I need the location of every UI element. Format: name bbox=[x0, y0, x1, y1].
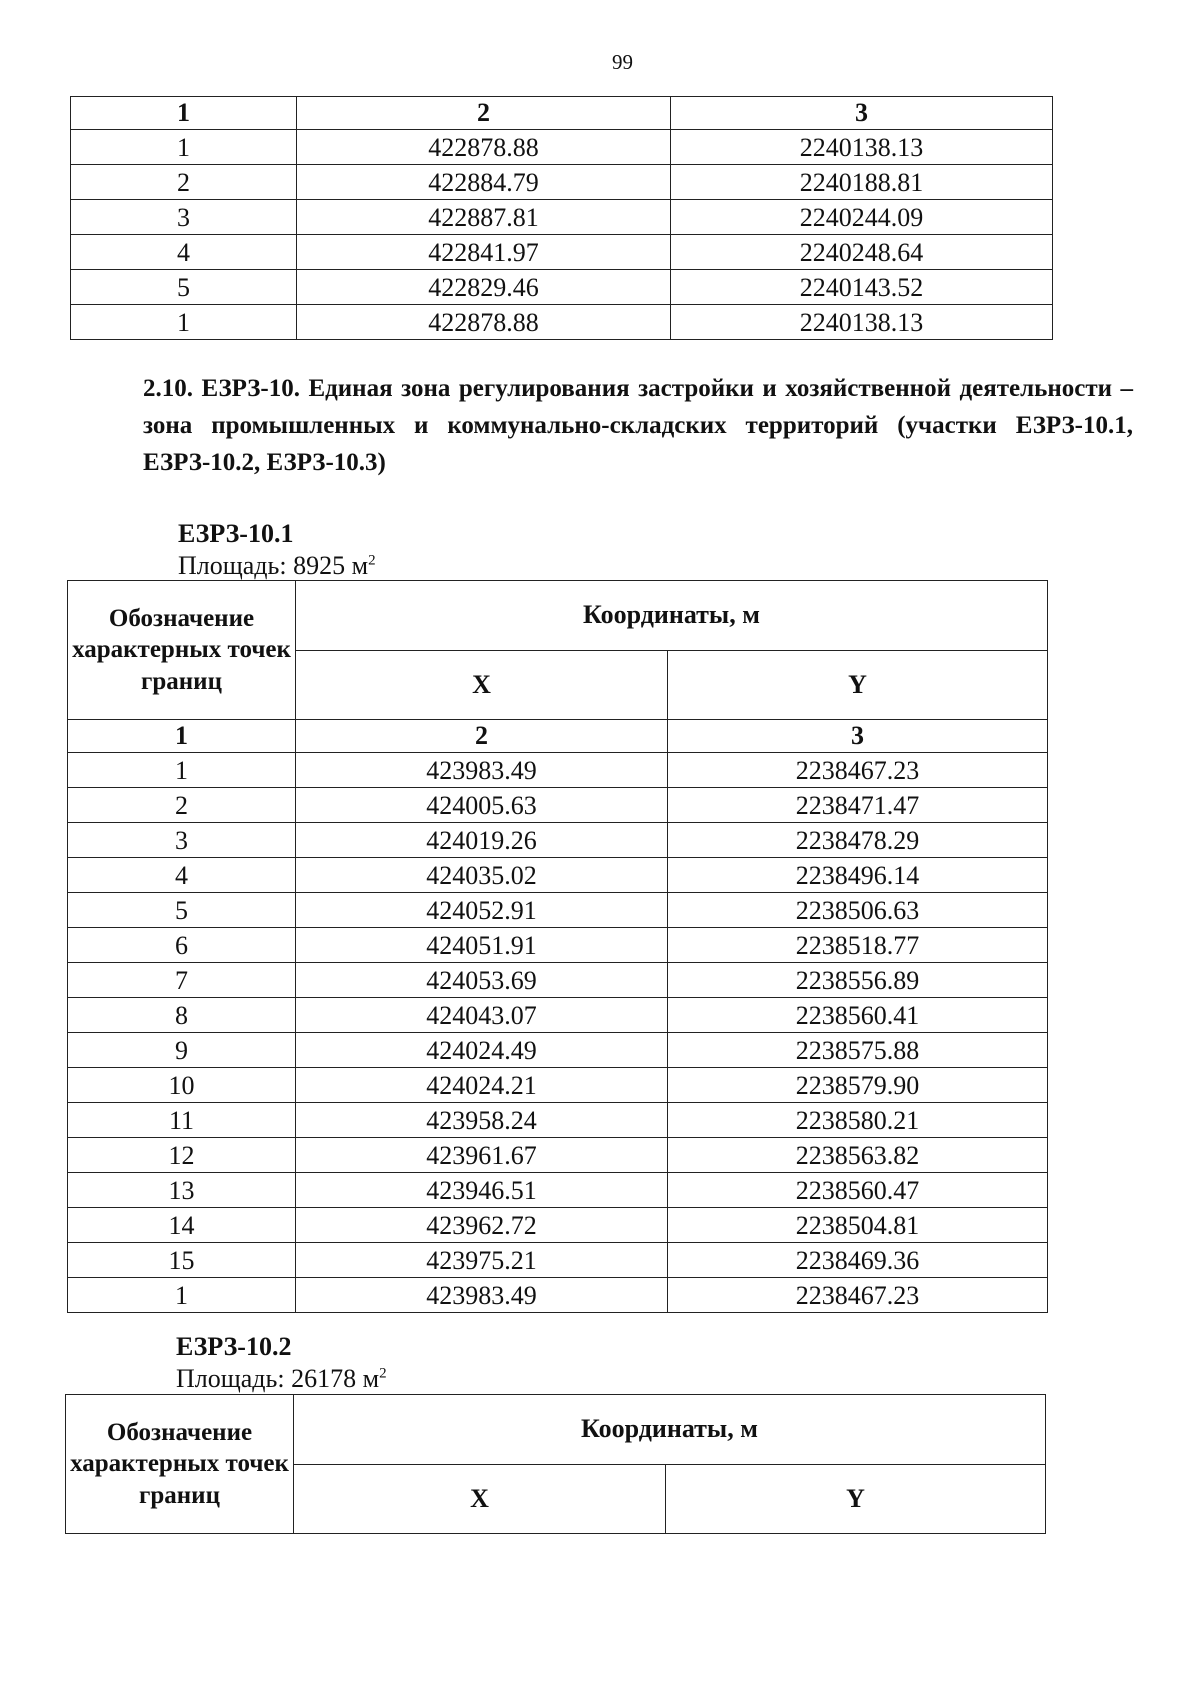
column-index: 3 bbox=[668, 720, 1048, 753]
x-coordinate: 422878.88 bbox=[297, 130, 671, 165]
table-row bbox=[68, 753, 1048, 788]
point-number: 1 bbox=[71, 130, 297, 165]
y-coordinate: 2240143.52 bbox=[671, 270, 1053, 305]
x-coordinate: 422841.97 bbox=[297, 235, 671, 270]
x-coordinate: 423946.51 bbox=[296, 1173, 668, 1208]
x-header: X bbox=[296, 650, 668, 720]
table-row bbox=[68, 928, 1048, 963]
point-number: 5 bbox=[68, 893, 296, 928]
area-unit-power: 2 bbox=[368, 552, 376, 569]
point-number: 7 bbox=[68, 963, 296, 998]
x-coordinate: 423962.72 bbox=[296, 1208, 668, 1243]
table-row bbox=[68, 1243, 1048, 1278]
point-number: 1 bbox=[68, 753, 296, 788]
column-index-row bbox=[68, 720, 1048, 753]
block1-coordinates-table bbox=[67, 580, 1048, 1313]
table-row bbox=[68, 893, 1048, 928]
table-row bbox=[71, 200, 1053, 235]
x-coordinate: 422887.81 bbox=[297, 200, 671, 235]
point-designation-header: Обозначение характерных точек границ bbox=[68, 581, 296, 720]
y-coordinate: 2240188.81 bbox=[671, 165, 1053, 200]
y-coordinate: 2238556.89 bbox=[668, 963, 1048, 998]
column-index: 2 bbox=[297, 97, 671, 130]
point-number: 2 bbox=[68, 788, 296, 823]
x-coordinate: 424052.91 bbox=[296, 893, 668, 928]
y-coordinate: 2238563.82 bbox=[668, 1138, 1048, 1173]
y-header: Y bbox=[668, 650, 1048, 720]
x-header: X bbox=[294, 1464, 666, 1534]
x-coordinate: 422878.88 bbox=[297, 305, 671, 340]
y-coordinate: 2238467.23 bbox=[668, 753, 1048, 788]
section-title: ЕЗРЗ-10. Единая зона регулирования застройки и хозяйственной деятельности – зона промышленных и коммунально-складских территорий (участки ЕЗРЗ-10.1, ЕЗРЗ-10.2, ЕЗРЗ-10.3) bbox=[143, 375, 1133, 476]
x-coordinate: 424051.91 bbox=[296, 928, 668, 963]
page-number: 99 bbox=[612, 50, 633, 74]
y-coordinate: 2238575.88 bbox=[668, 1033, 1048, 1068]
table-header-row bbox=[66, 1395, 1046, 1465]
top-table-body bbox=[71, 97, 1053, 340]
section-number: 2.10. bbox=[143, 375, 193, 402]
x-coordinate: 424035.02 bbox=[296, 858, 668, 893]
block-title-10-2: ЕЗРЗ-10.2 bbox=[176, 1332, 292, 1361]
table-row bbox=[71, 270, 1053, 305]
point-number: 10 bbox=[68, 1068, 296, 1103]
y-coordinate: 2238518.77 bbox=[668, 928, 1048, 963]
table-row bbox=[68, 788, 1048, 823]
column-index: 3 bbox=[671, 97, 1053, 130]
table-row bbox=[71, 165, 1053, 200]
point-number: 1 bbox=[71, 305, 297, 340]
y-coordinate: 2238560.47 bbox=[668, 1173, 1048, 1208]
y-coordinate: 2238504.81 bbox=[668, 1208, 1048, 1243]
area-label: Площадь: 26178 м bbox=[176, 1364, 380, 1393]
point-number: 2 bbox=[71, 165, 297, 200]
table-row bbox=[71, 305, 1053, 340]
point-number: 4 bbox=[68, 858, 296, 893]
y-coordinate: 2238560.41 bbox=[668, 998, 1048, 1033]
x-coordinate: 422884.79 bbox=[297, 165, 671, 200]
point-number: 15 bbox=[68, 1243, 296, 1278]
point-number: 14 bbox=[68, 1208, 296, 1243]
point-number: 5 bbox=[71, 270, 297, 305]
point-number: 11 bbox=[68, 1103, 296, 1138]
area-10-1 bbox=[178, 551, 376, 581]
column-index: 1 bbox=[71, 97, 297, 130]
column-index: 2 bbox=[296, 720, 668, 753]
point-number: 9 bbox=[68, 1033, 296, 1068]
y-header: Y bbox=[666, 1464, 1046, 1534]
column-index: 1 bbox=[68, 720, 296, 753]
table-row bbox=[68, 1173, 1048, 1208]
x-coordinate: 423961.67 bbox=[296, 1138, 668, 1173]
y-coordinate: 2238471.47 bbox=[668, 788, 1048, 823]
point-number: 3 bbox=[71, 200, 297, 235]
y-coordinate: 2240248.64 bbox=[671, 235, 1053, 270]
block-title-10-1: ЕЗРЗ-10.1 bbox=[178, 519, 294, 548]
table-row bbox=[68, 963, 1048, 998]
coordinates-header: Координаты, м bbox=[296, 581, 1048, 651]
table-row bbox=[68, 1033, 1048, 1068]
y-coordinate: 2238580.21 bbox=[668, 1103, 1048, 1138]
x-coordinate: 423983.49 bbox=[296, 753, 668, 788]
point-number: 8 bbox=[68, 998, 296, 1033]
top-coordinates-table bbox=[70, 96, 1053, 340]
table-row bbox=[68, 823, 1048, 858]
table-row bbox=[68, 1278, 1048, 1313]
x-coordinate: 423958.24 bbox=[296, 1103, 668, 1138]
x-coordinate: 422829.46 bbox=[297, 270, 671, 305]
column-index-row bbox=[71, 97, 1053, 130]
table-row bbox=[71, 235, 1053, 270]
x-coordinate: 424024.21 bbox=[296, 1068, 668, 1103]
section-heading bbox=[143, 370, 1133, 481]
table-row bbox=[68, 1138, 1048, 1173]
y-coordinate: 2238496.14 bbox=[668, 858, 1048, 893]
point-designation-header: Обозначение характерных точек границ bbox=[66, 1395, 294, 1534]
table-row bbox=[71, 130, 1053, 165]
area-label: Площадь: 8925 м bbox=[178, 551, 369, 580]
x-coordinate: 423975.21 bbox=[296, 1243, 668, 1278]
point-number: 13 bbox=[68, 1173, 296, 1208]
y-coordinate: 2238478.29 bbox=[668, 823, 1048, 858]
x-coordinate: 424043.07 bbox=[296, 998, 668, 1033]
point-number: 3 bbox=[68, 823, 296, 858]
y-coordinate: 2240138.13 bbox=[671, 305, 1053, 340]
y-coordinate: 2238469.36 bbox=[668, 1243, 1048, 1278]
area-10-2 bbox=[176, 1364, 387, 1394]
y-coordinate: 2238467.23 bbox=[668, 1278, 1048, 1313]
point-number: 1 bbox=[68, 1278, 296, 1313]
coordinates-header: Координаты, м bbox=[294, 1395, 1046, 1465]
y-coordinate: 2238506.63 bbox=[668, 893, 1048, 928]
area-unit-power: 2 bbox=[379, 1365, 387, 1382]
point-number: 4 bbox=[71, 235, 297, 270]
x-coordinate: 424053.69 bbox=[296, 963, 668, 998]
x-coordinate: 423983.49 bbox=[296, 1278, 668, 1313]
block2-coordinates-table bbox=[65, 1394, 1046, 1534]
table-row bbox=[68, 1103, 1048, 1138]
point-number: 12 bbox=[68, 1138, 296, 1173]
x-coordinate: 424019.26 bbox=[296, 823, 668, 858]
x-coordinate: 424024.49 bbox=[296, 1033, 668, 1068]
table-row bbox=[68, 1068, 1048, 1103]
table-row bbox=[68, 1208, 1048, 1243]
table-header-row bbox=[68, 581, 1048, 651]
y-coordinate: 2240244.09 bbox=[671, 200, 1053, 235]
block1-table-body bbox=[68, 720, 1048, 1313]
y-coordinate: 2240138.13 bbox=[671, 130, 1053, 165]
table-row bbox=[68, 998, 1048, 1033]
y-coordinate: 2238579.90 bbox=[668, 1068, 1048, 1103]
x-coordinate: 424005.63 bbox=[296, 788, 668, 823]
table-row bbox=[68, 858, 1048, 893]
point-number: 6 bbox=[68, 928, 296, 963]
